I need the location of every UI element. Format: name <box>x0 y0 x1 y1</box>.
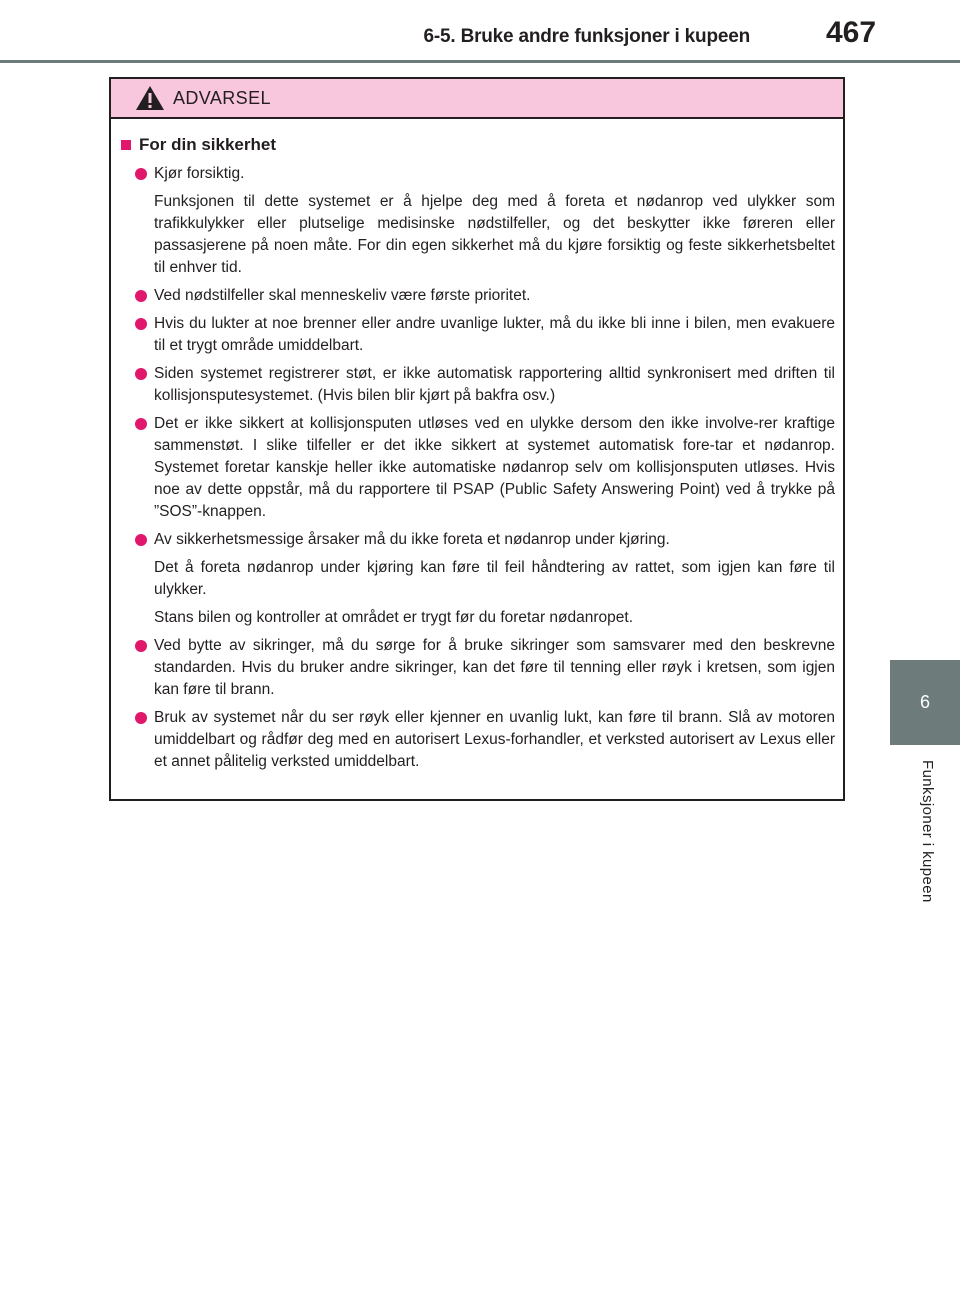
section-title: 6-5. Bruke andre funksjoner i kupeen <box>423 26 750 47</box>
header-rule <box>0 60 960 63</box>
square-bullet-icon <box>121 140 131 150</box>
list-item <box>135 163 835 279</box>
section-heading <box>121 135 835 155</box>
warning-title: ADVARSEL <box>173 87 271 108</box>
warning-triangle-icon <box>135 85 165 111</box>
bullet-dot-icon <box>135 368 147 380</box>
chapter-label: Funksjoner i kupeen <box>919 760 936 903</box>
list-item <box>135 313 835 357</box>
bullet-dot-icon <box>135 318 147 330</box>
list-item <box>135 363 835 407</box>
list-item <box>135 285 835 307</box>
sub-paragraph: Funksjonen til dette systemet er å hjelpe deg med å foreta et nødanrop ved ulykker som trafikkulykker eller plutselige medisinske nødstilfeller, og det beskytter ikke føreren eller passasjerene på noen måte. For din egen sikkerhet må du kjøre forsiktig og feste sikkerhetsbeltet til enhver tid. <box>154 193 835 276</box>
chapter-tab <box>890 660 960 745</box>
chapter-number: 6 <box>919 692 930 712</box>
bullet-row <box>135 285 835 307</box>
bullet-dot-icon <box>135 712 147 724</box>
list-item <box>135 635 835 701</box>
bullet-dot-icon <box>135 534 147 546</box>
warning-body <box>111 119 843 773</box>
bullet-text: Det er ikke sikkert at kollisjonsputen utløses ved en ulykke dersom den ikke involve-rer kraftige sammenstøt. I slike tilfeller er det ikke sikkert at systemet automatisk fore-tar et nødanrop. Systemet foretar kanskje heller ikke automatiske nødanrop selv om kollisjonsputen utløses. Hvis noe av dette oppstår, må du rapportere til PSAP (Public Safety Answering Point) ved å trykke på ”SOS”-knappen. <box>154 415 835 520</box>
bullet-row <box>135 413 835 523</box>
bullet-row <box>135 163 835 185</box>
bullet-text: Siden systemet registrerer støt, er ikke automatisk rapportering alltid synkronisert med driften til kollisjonsputesystemet. (Hvis bilen blir kjørt på bakfra osv.) <box>154 365 835 404</box>
bullet-text: Ved bytte av sikringer, må du sørge for å bruke sikringer som samsvarer med den beskrevne standarden. Hvis du bruker andre sikringer, kan det føre til tenning eller røyk i kretsen, som igjen kan føre til brann. <box>154 637 835 698</box>
bullet-text: Bruk av systemet når du ser røyk eller kjenner en uvanlig lukt, kan føre til brann. Slå av motoren umiddelbart og rådfør deg med en autorisert Lexus-forhandler, et verksted autorisert av Lexus eller et annet pålitelig verksted umiddelbart. <box>154 709 835 770</box>
bullet-text: Ved nødstilfeller skal menneskeliv være første prioritet. <box>154 287 531 304</box>
bullet-text: Hvis du lukter at noe brenner eller andre uvanlige lukter, må du ikke bli inne i bilen, men evakuere til et trygt område umiddelbart. <box>154 315 835 354</box>
list-item <box>135 413 835 523</box>
list-item <box>135 529 835 629</box>
bullet-row <box>135 313 835 357</box>
bullet-text: Av sikkerhetsmessige årsaker må du ikke foreta et nødanrop under kjøring. <box>154 531 670 548</box>
sub-paragraph: Det å foreta nødanrop under kjøring kan føre til feil håndtering av rattet, som igjen kan føre til ulykker. <box>154 559 835 598</box>
bullet-dot-icon <box>135 168 147 180</box>
list-item <box>135 707 835 773</box>
bullet-dot-icon <box>135 418 147 430</box>
bullet-row <box>135 363 835 407</box>
bullet-list <box>135 163 835 773</box>
bullet-row <box>135 635 835 701</box>
page-number: 467 <box>826 16 877 49</box>
bullet-row <box>135 707 835 773</box>
bullet-text: Kjør forsiktig. <box>154 165 245 182</box>
bullet-dot-icon <box>135 290 147 302</box>
warning-box <box>109 77 845 801</box>
warning-header <box>111 79 843 119</box>
section-heading-text: For din sikkerhet <box>139 135 276 154</box>
bullet-row <box>135 529 835 551</box>
bullet-dot-icon <box>135 640 147 652</box>
sub-paragraph: Stans bilen og kontroller at området er trygt før du foretar nødanropet. <box>154 609 634 626</box>
